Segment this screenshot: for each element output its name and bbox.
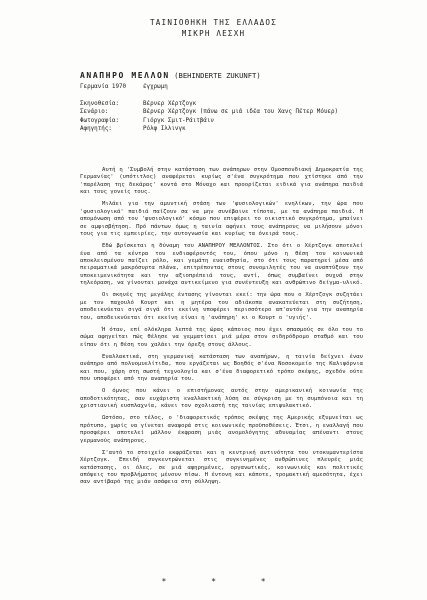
credit-label: Σενάριο: <box>80 109 109 116</box>
body-paragraph: Εδώ βρίσκεται η δύναμη του ΑΝΑΠΗΡΟΥ ΜΕΛΛΟΝΤΟΣ. Στο ότι ο Χέρτζογκ αποτελεί ένα από τα κέντρα του ενδιαφέροντός του, όπου μόνο η θέση του κοινωνικά αποκλεισμένου παίζει ρόλο, και γεμάτη ευαισθησία, στο ότι τους παρατηρεί μέσα από πειραματικά μακρόσυρτα πλάνα, επιτρέποντας στους συνομιλητές του να αναπτύξουν την υποκειμενικότητα και την αξιοπρέπειά τους, αντί, όπως συμβαίνει συχνά στην τηλεόραση, να γίνονται μονάχα αντικείμενο για συνέντευξη και ανθρώπινο δείγμα-υλικό. <box>80 243 363 287</box>
credit-row <box>80 108 338 117</box>
credit-label: Αφηγητής: <box>80 126 112 133</box>
header-institution: ΤΑΙΝΙΟΘΗΚΗ ΤΗΣ ΕΛΛΑΔΟΣ <box>150 18 277 27</box>
film-title-line <box>80 71 261 80</box>
body-paragraph: Ωστόσο, στο τέλος, ο 'διαφορετικός τρόπος σκέψης της Αμερικής εξυμνείται ως πρότυπο, χωρίς να γίνεται αναφορά στις κοινωνικές προϋποθέσεις. Έτσι, η εναλλαγή που προσφέρει αποτελεί μάλλον έκφραση μιάς ανομολόγητης αδυναμίας απέναντι στους γερμανούς ανάπηρους. <box>80 415 363 444</box>
film-original-title: (BEHINDERTE ZUKUNFT) <box>174 71 261 80</box>
film-info-row <box>80 83 338 92</box>
review-body <box>80 167 363 492</box>
credit-label: Φωτογραφία: <box>80 117 120 124</box>
credit-value: Ρόλφ Ιλλινγκ <box>143 126 186 133</box>
credit-row <box>80 100 338 109</box>
credit-row <box>80 117 338 126</box>
body-paragraph: Σ'αυτό το στοιχείο εκφράζεται και η κεντρική αντινότητα του ντοκυμαντερίστα Χέρτζογκ. Επειδή συγκεντρώνεται στις συγκινημένες ανθρώπινες πλευρές μιάς κατάστασης, οι όλες, σε μιά αφηρημένες, οργανωτικές, κοινωνικές και πολιτικές απόψεις του προβλήματος μένουν πίσω. Η έντονη και κάποτε, τρομακτική αμεσότητα, έχει σαν αντίβαρό της μιάν ασάφεια στη σύλληψη. <box>80 449 363 486</box>
body-paragraph: Ο όμνος που κάνει ο επιστήμονας αυτός στην αμερικανική κοινωνία της αποδοτικότητας, σαν ευχάριστη εναλλακτική λύση σε σύγκριση με τη συμπόνοια και τη χριστιανική ευσπλαχνία, κάνει τον σχολιαστή της ταινίας επιφυλακτικό. <box>80 388 363 410</box>
credit-label: Σκηνοθεσία: <box>80 100 120 107</box>
body-paragraph: Μιλάει για την αμυντική στάση των 'φυσιολογικών' ενηλίκων, την ώρα που 'φυσιολογικά' παιδιά παίζουν σα να μην συνέβαινε τίποτα, με τα ανάπηρα παιδιά. Η απομόνωση από τον 'φυσιολογικό' κόσμο που επιφέρει το οικιστικό συγκρότημα, μπαίνει σε αμφισβήτηση. Πρό πάντων όμως η ταινία αφήνει τους ανάπηρους να μιλήσουν μόνοι τους για τις εμπειρίες, την αυτογνωσία και κυρίως τα όνειρά τους. <box>80 201 363 238</box>
document-header <box>0 17 427 39</box>
body-paragraph: Εναλλακτικά, στη γερμανική κατάσταση των αναπήρων, η ταινία δείχνει έναν ανάπηρο από πολυομυελίτιδα, που εργάζεται ως Βοηθός σ'ένα Νοσοκομείο της Καλιφόρνια και που, χάρη στη σωστή τεχνολογία και σ'ένα διαφορετικό τρόπο σκέψης, σχεδόν ούτε που υποφέρει από την αναπηρία του. <box>80 353 363 383</box>
film-country-year: Γερμανία 1970 <box>80 84 127 90</box>
body-paragraph: Ή όταν, επί ολόκληρα λεπτά της ώρας κάποιος που έχει σπασμούς σε όλο του το σώμα αφηγείται πώς θέλησε να γεμματίσει μιά μέρα στον σιδηρόδρομο σταθμό και του είπαν ότι η θέση του χαλάει την όρεξη στους άλλους. <box>80 326 363 348</box>
film-title: ΑΝΑΠΗΡΟ ΜΕΛΛΟΝ <box>80 71 170 80</box>
credit-value: Γιόργκ Σμιτ-Ράιτβάιν <box>143 117 214 124</box>
body-paragraph: Οι σκηνές της μεγάλης έντασης γίνονται εκεί: την ώρα που ο Χέρτζογκ συζητάει με τον παχουλό Κουρτ και η μητέρα του αδιάκοπα ανακατεύεται στη συζήτηση, αποδεικνύεται σιγά σιγά ότι εκείνη υποφέρει περισσότερο απ'αυτόν για την αναπηρία του, αποδεικνύεται ότι εκείνη είναι η 'ανάπηρη' κι ο Κουρτ ο 'υγιής'. <box>80 292 363 321</box>
footer-stars: * * * <box>161 577 266 586</box>
credit-value: Βέρνερ Χέρτζογκ (πάνω σε μιά ιδέα του Χανς Πέτερ Μόυερ) <box>143 109 339 116</box>
film-credits <box>80 83 338 134</box>
credit-row <box>80 125 338 134</box>
body-paragraph: Αυτή η 'Συμβολή στην κατάσταση των ανάπηρων στην Ομοσπονδιακή Δημοκρατία της Γερμανίας' (υπότιτλος) αναφέρεται κυρίως σ'ένα συγκρότημα που χτίστηκε από την 'παρέλαση της δεκάρας' κοντά στο Μόναχο και προορίζεται ειδικά για ανάπηρα παιδιά και τους γονείς τους. <box>80 167 363 196</box>
header-club: ΜΙΚΡΗ ΛΕΣΧΗ <box>181 29 246 38</box>
credit-value: Βέρνερ Χέρτζογκ <box>143 100 197 107</box>
film-format: έγχρωμη <box>143 84 168 90</box>
